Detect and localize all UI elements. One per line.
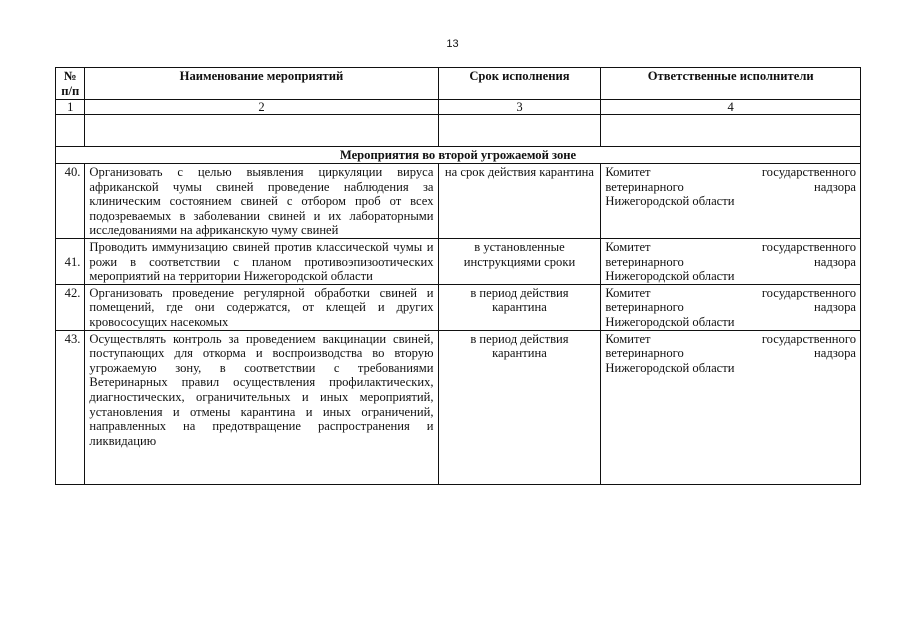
responsible-region: Нижегородской области xyxy=(605,360,735,375)
responsible-word: Комитет xyxy=(605,285,651,300)
row-number: 41. xyxy=(56,238,85,284)
empty-cell xyxy=(438,115,601,147)
responsible-word: ветеринарного xyxy=(605,300,684,315)
header-term: Срок исполнения xyxy=(438,68,601,100)
responsible-word: надзора xyxy=(814,179,856,194)
row-number: 43. xyxy=(56,330,85,484)
responsible-region: Нижегородской области xyxy=(605,194,735,209)
responsible-word: государственного xyxy=(761,285,856,300)
responsible-word: Комитет xyxy=(605,165,651,179)
column-number-row xyxy=(56,100,861,115)
row-number: 40. xyxy=(56,164,85,239)
measure-name-cell xyxy=(85,330,438,484)
header-name: Наименование мероприятий xyxy=(85,68,438,100)
page-number: 13 xyxy=(446,38,459,50)
responsible-word: ветеринарного xyxy=(605,254,684,269)
empty-cell xyxy=(85,115,438,147)
row-number: 42. xyxy=(56,284,85,330)
section-title: Мероприятия во второй угрожаемой зоне xyxy=(56,147,861,164)
measure-term: в период действия карантина xyxy=(438,284,601,330)
measure-responsible xyxy=(601,238,861,284)
column-number: 3 xyxy=(438,100,601,115)
measures-table xyxy=(55,67,861,485)
responsible-word: Комитет xyxy=(605,239,651,254)
measure-name: Проводить иммунизацию свиней против классической чумы и рожи в соответствии с планом противоэпизоотических мероприятий на территории Нижегородской области xyxy=(85,238,438,284)
empty-row xyxy=(56,115,861,147)
responsible-word: государственного xyxy=(761,165,856,179)
responsible-word: государственного xyxy=(761,331,856,346)
responsible-region: Нижегородской области xyxy=(605,269,735,284)
column-number: 1 xyxy=(56,100,85,115)
responsible-word: надзора xyxy=(814,346,856,361)
measure-term: на срок действия карантина xyxy=(438,164,601,239)
responsible-word: ветеринарного xyxy=(605,179,684,194)
responsible-region: Нижегородской области xyxy=(605,314,735,329)
measure-name: Организовать с целью выявления циркуляции вируса африканской чумы свиней проведение наблюдения за клиническим состоянием свиней с отбором проб от всех подозреваемых в заболевании свиней и их лабораторными исследованиями на африканскую чуму свиней xyxy=(85,164,438,239)
measure-name: Осуществлять контроль за проведением вакцинации свиней, поступающих для откорма и воспроизводства во вторую угрожаемую зону, в соответствии с требованиями Ветеринарных правил осуществления профилактических, диагностических, ограничительных и иных мероприятий, установления и отмены карантина и иных ограничений, направленных на предотвращение распространения и ликвидацию xyxy=(89,331,434,448)
table-row xyxy=(56,330,861,484)
table-row xyxy=(56,164,861,239)
measure-term: в установленные инструкциями сроки xyxy=(438,238,601,284)
empty-cell xyxy=(56,115,85,147)
responsible-word: Комитет xyxy=(605,331,651,346)
responsible-word: ветеринарного xyxy=(605,346,684,361)
responsible-word: государственного xyxy=(761,239,856,254)
measure-responsible xyxy=(601,330,861,484)
header-row xyxy=(56,68,861,100)
responsible-word: надзора xyxy=(814,300,856,315)
table-row xyxy=(56,238,861,284)
measure-responsible xyxy=(601,164,861,239)
measure-term: в период действия карантина xyxy=(438,330,601,484)
header-responsible: Ответственные исполнители xyxy=(601,68,861,100)
section-row xyxy=(56,147,861,164)
column-number: 2 xyxy=(85,100,438,115)
header-number: № п/п xyxy=(56,68,85,100)
column-number: 4 xyxy=(601,100,861,115)
responsible-word: надзора xyxy=(814,254,856,269)
empty-cell xyxy=(601,115,861,147)
measure-name: Организовать проведение регулярной обработки свиней и помещений, где они содержатся, от клещей и других кровососущих насекомых xyxy=(85,284,438,330)
measure-responsible xyxy=(601,284,861,330)
table-row xyxy=(56,284,861,330)
